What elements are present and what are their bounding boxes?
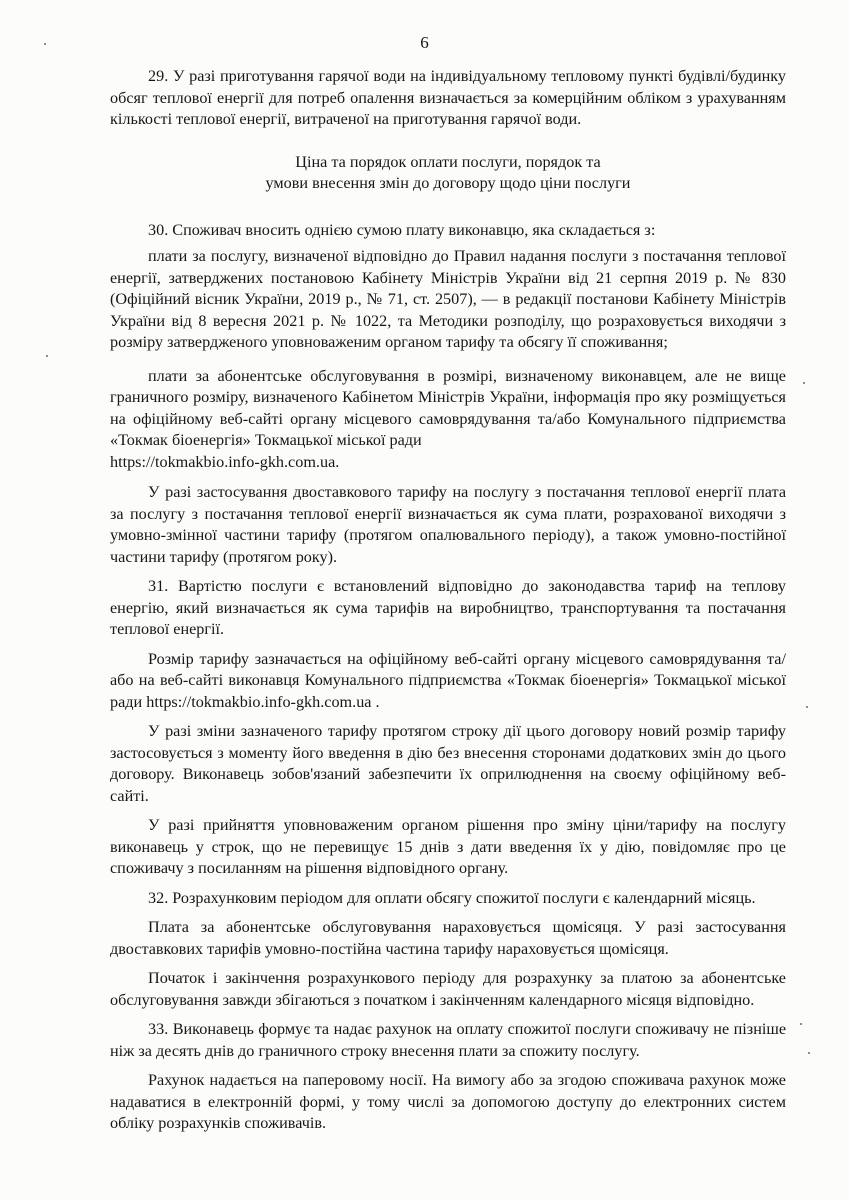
paragraph-31: 31. Вартістю послуги є встановлений відповідно до законодавства тариф на теплову енергію, який визначається як сума тарифів на виробництво, транспортування та постачання теплової енергії. bbox=[110, 577, 786, 638]
paragraph-33-paper-invoice: Рахунок надається на паперовому носії. На вимогу або за згодою споживача рахунок може надаватися в електронній формі, у тому числі за допомогою доступу до електронних систем обліку розрахунків споживачів. bbox=[110, 1071, 786, 1132]
paragraph-30-two-rate-tariff: У разі застосування двоставкового тарифу на послугу з постачання теплової енергії плата за послугу з постачання теплової енергії визначається як сума плати, розрахованої виходячи з умовно-змінної частини тарифу (протягом опалювального періоду), а також умовно-постійної частини тарифу (протягом року). bbox=[110, 483, 786, 566]
scan-speck bbox=[44, 43, 46, 45]
page-number: 6 bbox=[420, 33, 429, 52]
scan-speck bbox=[800, 1023, 802, 1025]
paragraph-32-billing-period: Початок і закінчення розрахункового періоду для розрахунку за платою за абонентське обслуговування завжди збігаються з початком і закінченням календарного місяця відповідно. bbox=[110, 969, 786, 1009]
section-heading-line-2: умови внесення змін до договору щодо ціни послуги bbox=[265, 174, 631, 192]
scan-speck bbox=[46, 355, 48, 357]
paragraph-30: 30. Споживач вносить однією сумою плату виконавцю, яка складається з: bbox=[148, 220, 656, 239]
spacer bbox=[110, 1062, 786, 1070]
spacer bbox=[110, 1011, 786, 1019]
scan-speck bbox=[806, 706, 808, 708]
spacer bbox=[110, 195, 786, 220]
paragraph-33: 33. Виконавець формує та надає рахунок на оплату спожитої послуги споживачу не пізніше ніж за десять днів до граничного строку внесення плати за спожиту послугу. bbox=[110, 1020, 786, 1060]
spacer bbox=[110, 568, 786, 576]
spacer bbox=[110, 354, 786, 366]
subscription-fee-url: https://tokmakbio.info-gkh.com.ua. bbox=[110, 452, 340, 471]
paragraph-32: 32. Розрахунковим періодом для оплати обсягу спожитої послуги є календарний місяць. bbox=[148, 888, 756, 907]
paragraph-31-tariff-published: Розмір тарифу зазначається на офіційному веб-сайті органу місцевого самоврядування та/або на веб-сайті виконавця Комунального підприємства «Токмак біоенергія» Токмацької міської ради https://tokmakbio.info-gkh.com.ua . bbox=[110, 649, 786, 711]
paragraph-29: 29. У разі приготування гарячої води на індивідуальному тепловому пункті будівлі/будинку обсяг теплової енергії для потреб опалення визначається за комерційним обліком з урахуванням кількості теплової енергії, витраченої на приготування гарячої води. bbox=[110, 67, 786, 128]
paragraph-31-decision: У разі прийняття уповноваженим органом рішення про зміну ціни/тарифу на послугу виконавець у строк, що не перевищує 15 днів з дати введення їх у дію, повідомляє про це споживачу з посиланням на рішення відповідного органу. bbox=[110, 816, 786, 877]
paragraph-32-monthly-charge: Плата за абонентське обслуговування нараховується щомісяця. У разі застосування двоставкових тарифів умовно-постійна частина тарифу нараховується щомісяця. bbox=[110, 918, 786, 958]
scan-speck bbox=[808, 1052, 810, 1054]
spacer bbox=[110, 909, 786, 917]
paragraph-30-service-fee: плати за послугу, визначеної відповідно до Правил надання послуги з постачання теплової енергії, затверджених постановою Кабінету Міністрів України від 21 серпня 2019 р. № 830 (Офіційний вісник України, 2019 р., № 71, ст. 2507), — в редакції постанови Кабінету Міністрів України від 8 вересня 2021 р. № 1022, та Методики розподілу, що розраховується виходячи з розміру затвердженого уповноваженим органом тарифу та обсягу її споживання; bbox=[110, 247, 786, 351]
spacer bbox=[110, 131, 786, 152]
spacer bbox=[110, 641, 786, 649]
spacer bbox=[110, 880, 786, 888]
document-body bbox=[110, 66, 786, 1135]
spacer bbox=[110, 960, 786, 968]
section-heading-line-1: Ціна та порядок оплати послуги, порядок та bbox=[295, 152, 601, 171]
spacer bbox=[110, 473, 786, 482]
spacer bbox=[110, 807, 786, 815]
paragraph-31-tariff-change: У разі зміни зазначеного тарифу протягом строку дії цього договору новий розмір тарифу застосовується з моменту його введення в дію без внесення сторонами додаткових змін до цього договору. Виконавець зобов'язаний забезпечити їх оприлюднення на своєму офіційному веб-сайті. bbox=[110, 722, 786, 805]
scan-speck bbox=[803, 382, 805, 384]
spacer bbox=[110, 713, 786, 721]
paragraph-30-subscription-fee: плати за абонентське обслуговування в розмірі, визначеному виконавцем, але не вище граничного розміру, визначеного Кабінетом Міністрів України, інформація про яку розміщується на офіційному веб-сайті органу місцевого самоврядування та/або Комунального підприємства «Токмак біоенергія» Токмацької міської ради bbox=[110, 366, 786, 449]
